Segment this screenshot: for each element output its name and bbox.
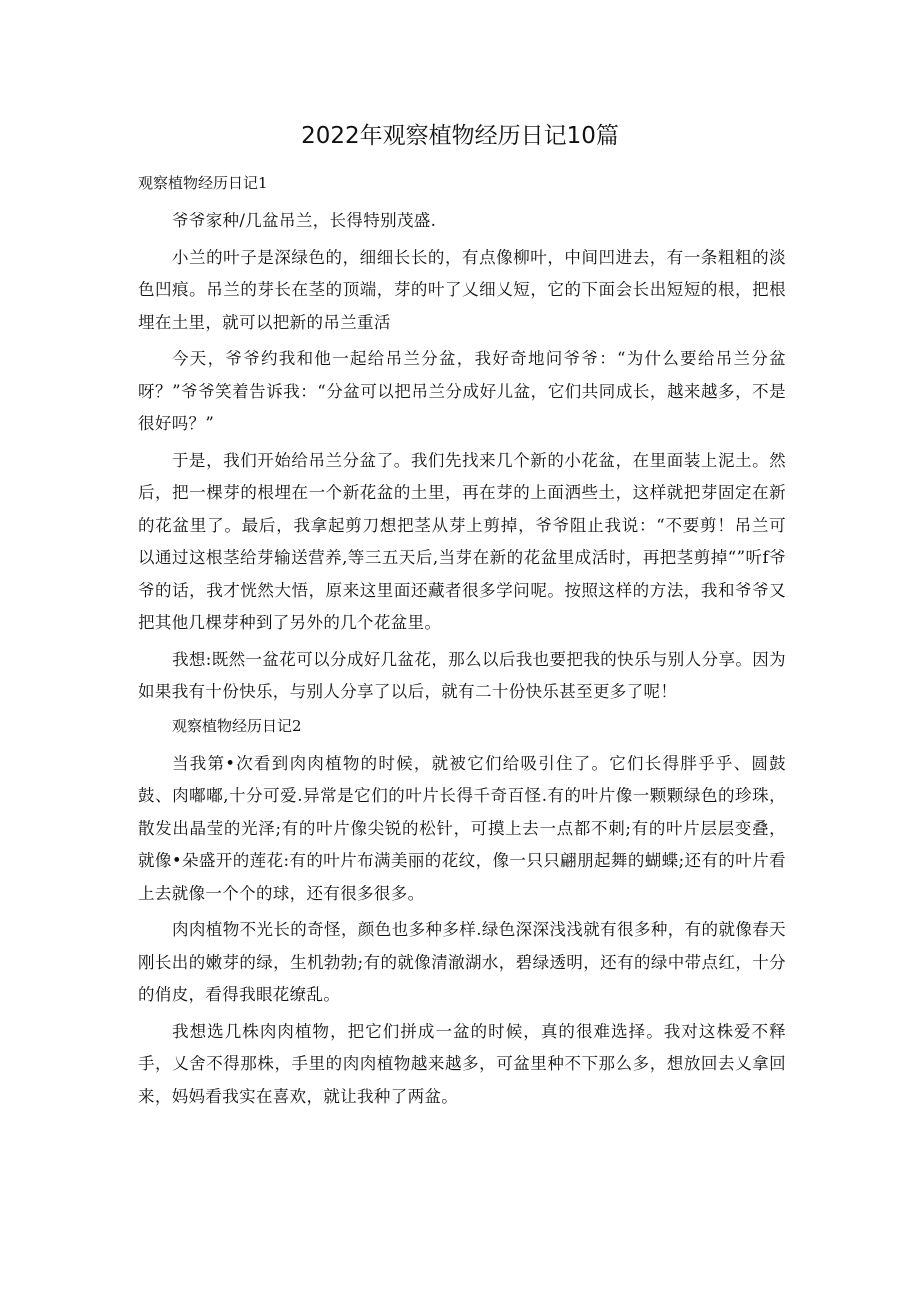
paragraph: 今天，爷爷约我和他一起给吊兰分盆，我好奇地问爷爷：“为什么要给吊兰分盆呀？”爷爷笑着告诉我：“分盆可以把吊兰分成好儿盆，它们共同成长，越来越多，不是很好吗？” (138, 349, 786, 433)
paragraph: 当我第•次看到肉肉植物的时候，就被它们给吸引住了。它们长得胖乎乎、圆鼓鼓、肉嘟嘟,十分可爱.异常是它们的叶片长得千奇百怪.有的叶片像一颗颗绿色的珍珠，散发出晶莹的光泽;有的叶片像尖锐的松针，可摸上去一点都不刺;有的叶片层层变叠，就像•朵盛开的莲花:有的叶片布满美丽的花纹，像一只只翩朋起舞的蝴蝶;还有的叶片看上去就像一个个的球，还有很多很多。 (138, 753, 786, 903)
document-title: 2022年观察植物经历日记10篇 (301, 123, 619, 149)
paragraph: 肉肉植物不光长的奇怪，颜色也多种多样.绿色深深浅浅就有很多种，有的就像春天刚长出的嫩芽的绿，生机勃勃;有的就像清澈湖水，碧绿透明，还有的绿中带点红，十分的俏皮，看得我眼花缭乱。 (138, 920, 786, 1004)
paragraph: 于是，我们开始给吊兰分盆了。我们先找来几个新的小花盆，在里面装上泥土。然后，把一棵芽的根埋在一个新花盆的土里，再在芽的上面洒些土，这样就把芽固定在新的花盆里了。最后，我拿起剪刀想把茎从芽上剪掉，爷爷阻止我说：“不要剪！吊兰可以通过这根茎给芽输送营养,等三五天后,当芽在新的花盆里成活时，再把茎剪掉“”听f爷爷的话，我才恍然大悟，原来这里面还藏者很多学问呢。按照这样的方法，我和爷爷又把其他几棵芽种到了另外的几个花盆里。 (138, 450, 786, 632)
paragraph: 爷爷家种/几盆吊兰，长得特别茂盛. (172, 211, 437, 230)
section-heading-2: 观察植物经历日记2 (172, 716, 302, 735)
paragraph: 我想选几株肉肉植物，把它们拼成一盆的时候，真的很难选择。我对这株爱不释手，乂舍不得那株，手里的肉肉植物越来越多，可盆里种不下那么多，想放回去乂拿回来，妈妈看我实在喜欢，就让我种了两盆。 (138, 1021, 786, 1106)
paragraph: 我想:既然一盆花可以分成好几盆花，那么以后我也要把我的快乐与别人分享。因为如果我有十份快乐，与别人分享了以后，就有二十份快乐甚至更多了呢！ (138, 649, 786, 701)
document-body (138, 170, 786, 1117)
paragraph: 小兰的叶子是深绿色的，细细长长的，有点像柳叶，中间凹进去，有一条粗粗的淡色凹痕。吊兰的芽长在茎的顶端，芽的叶了乂细乂短，它的下面会长出短短的根，把根埋在土里，就可以把新的吊兰重活 (138, 247, 786, 332)
section-heading-1: 观察植物经历日记1 (138, 174, 268, 192)
